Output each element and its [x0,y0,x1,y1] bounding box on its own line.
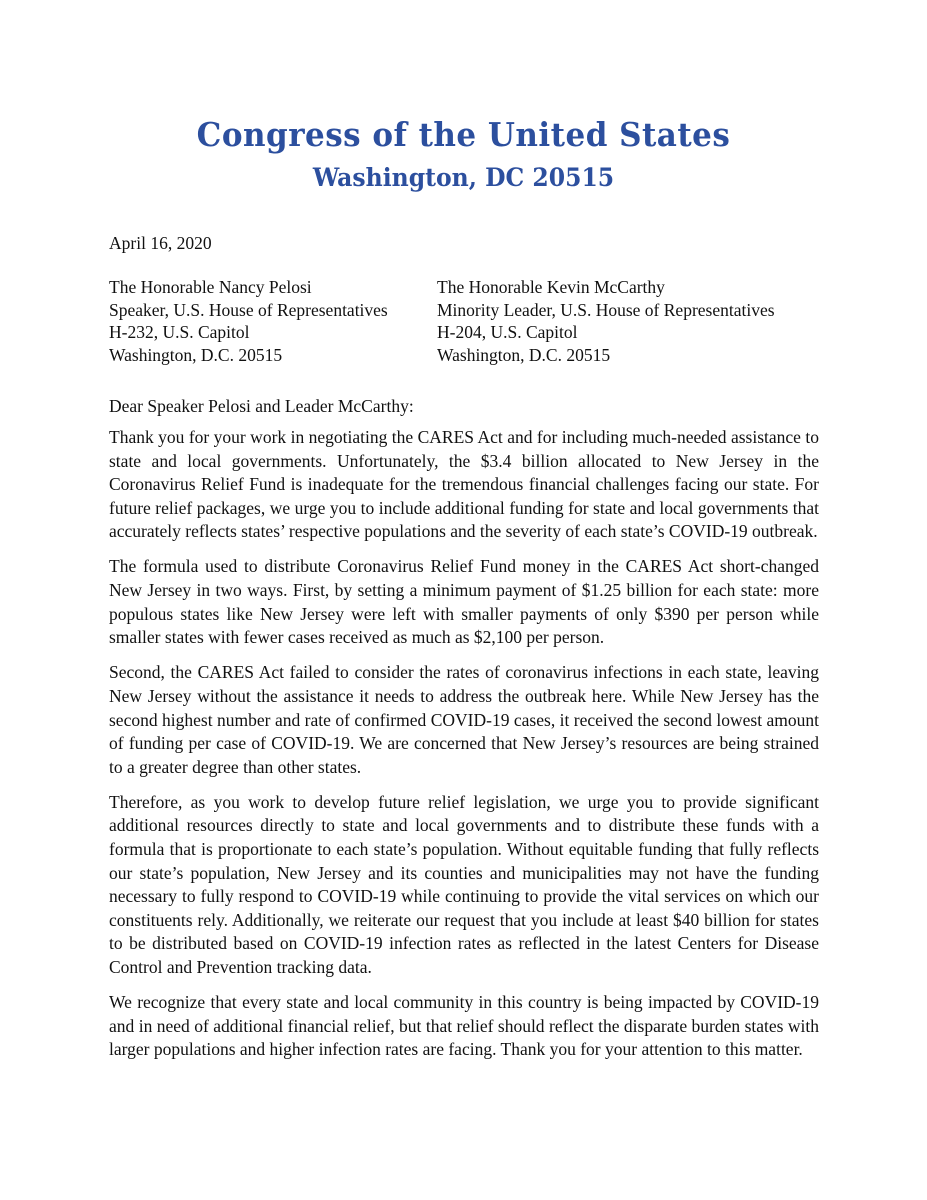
recipient-office: H-204, U.S. Capitol [437,322,578,342]
recipient-title: Minority Leader, U.S. House of Representatives [437,299,775,320]
body-paragraph-4: Therefore, as you work to develop future relief legislation, we urge you to provide significant additional resources directly to state and local governments and to distribute these funds with a formula that is proportionate to each state’s population. Without equitable funding that fully reflects our state’s population, New Jersey and its counties and municipalities may not have the funding necessary to fully respond to COVID-19 while continuing to provide the vital services on which our constituents rely. Additionally, we reiterate our request that you include at least $40 billion for states to be distributed based on COVID-19 infection rates as reflected in the latest Centers for Disease Control and Prevention tracking data. [109,791,819,977]
recipient-office: H-232, U.S. Capitol [109,322,250,342]
recipient-block-mccarthy [437,276,775,366]
body-paragraph-2: The formula used to distribute Coronavirus Relief Fund money in the CARES Act short-changed New Jersey in two ways. First, by setting a minimum payment of $1.25 billion for each state: more populous states like New Jersey were left with smaller payments of only $390 per person while smaller states with fewer cases received as much as $2,100 per person. [109,556,819,648]
body-paragraph-1: Thank you for your work in negotiating the CARES Act and for including much-needed assistance to state and local governments. Unfortunately, the $3.4 billion allocated to New Jersey in the Coronavirus Relief Fund is inadequate for the tremendous financial challenges facing our state. For future relief packages, we urge you to include additional funding for state and local governments that accurately reflects states’ respective populations and the severity of each state’s COVID-19 outbreak. [109,427,819,542]
body-paragraph-3: Second, the CARES Act failed to consider the rates of coronavirus infections in each state, leaving New Jersey without the assistance it needs to address the outbreak here. While New Jersey has the second highest number and rate of confirmed COVID-19 cases, it received the second lowest amount of funding per case of COVID-19. We are concerned that New Jersey’s resources are being strained to a greater degree than other states. [109,662,819,777]
letterhead [0,112,927,198]
salutation: Dear Speaker Pelosi and Leader McCarthy: [109,396,414,416]
recipient-block-pelosi [109,276,388,366]
recipient-city: Washington, D.C. 20515 [109,344,283,365]
letter-body [109,426,819,1073]
letterhead-subtitle: Washington, DC 20515 [312,163,615,192]
letterhead-title: Congress of the United States [196,115,731,154]
recipient-title: Speaker, U.S. House of Representatives [109,299,388,320]
recipient-name: The Honorable Kevin McCarthy [437,277,665,297]
recipient-name: The Honorable Nancy Pelosi [109,277,312,297]
letter-date: April 16, 2020 [109,233,212,253]
recipient-city: Washington, D.C. 20515 [437,344,611,365]
body-paragraph-5: We recognize that every state and local community in this country is being impacted by COVID-19 and in need of additional financial relief, but that relief should reflect the disparate burden states with larger populations and higher infection rates are facing. Thank you for your attention to this matter. [109,992,819,1060]
